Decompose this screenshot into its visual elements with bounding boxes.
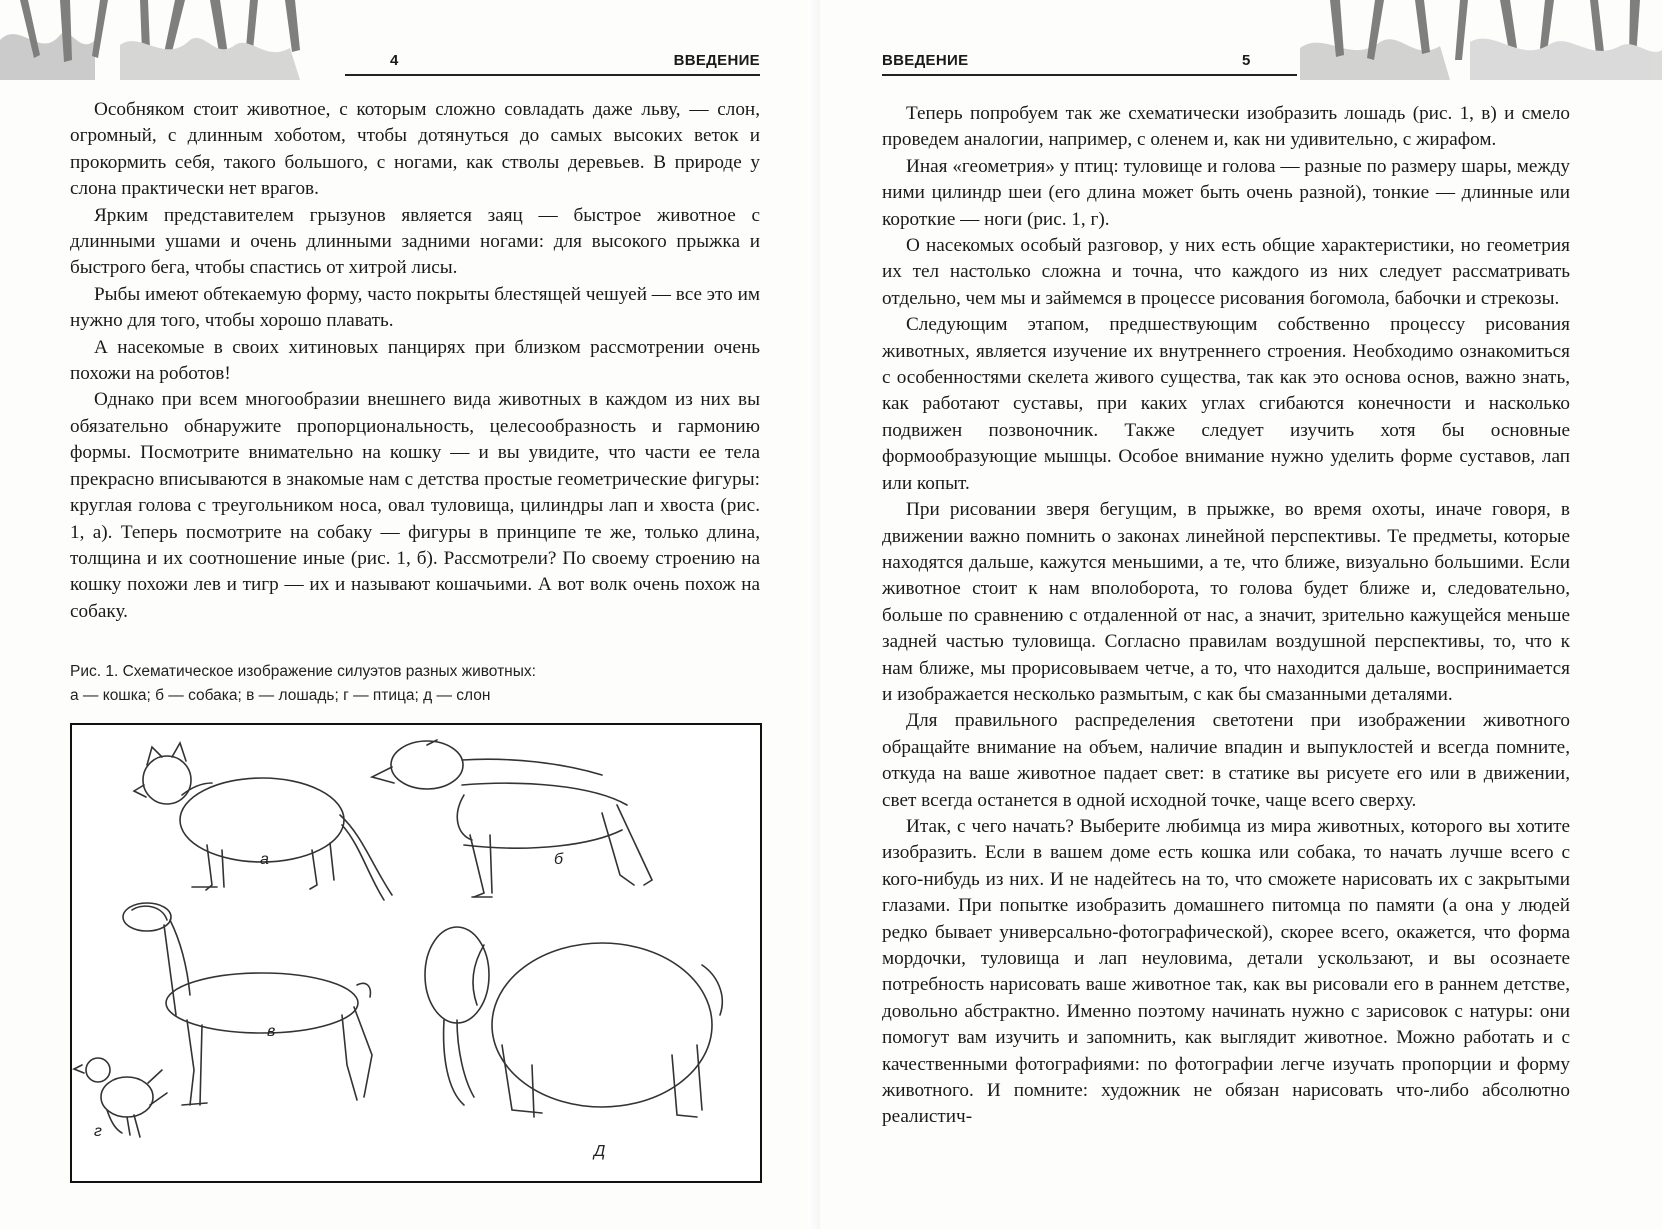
running-header-right [882, 48, 1297, 76]
figure-caption [70, 660, 770, 708]
decorative-brush-header-right [1300, 0, 1662, 80]
page-number: 4 [390, 52, 399, 69]
figure-label-dog: б [554, 851, 563, 868]
caption-line-1: Рис. 1. Схематическое изображение силуэтов разных животных: [70, 663, 536, 680]
paragraph: О насекомых особый разговор, у них есть общие характеристики, но геометрия их тел настолько сложна и точна, что каждого из них следует рассматривать отдельно, чем мы и займемся в процессе рисования богомола, бабочки и стрекозы. [882, 235, 1570, 309]
right-body-text [882, 101, 1570, 1131]
paragraph: Следующим этапом, предшествующим собственно процессу рисования животных, является изучение их внутреннего строения. Необходимо ознакомиться с особенностями скелета живого существа, так как это основа основ, важно знать, как работают суставы, при каких углах сгибаются конечности и насколько подвижен позвоночник. Также следует изучить хотя бы основные формообразующие мышцы. Особое внимание нужно уделить форме суставов, лап или копыт. [882, 314, 1570, 494]
paragraph: Для правильного распределения светотени при изображении животного обращайте внимание на объем, наличие впадин и выпуклостей и всегда помните, откуда на ваше животное падает свет: в статике вы рисуете его или в движении, свет всегда останется в одной исходной точке, чаще всего сверху. [882, 710, 1570, 811]
cat-sketch [134, 743, 392, 900]
figure-label-bird: г [94, 1123, 102, 1140]
dog-sketch [372, 740, 652, 897]
running-header-left [345, 48, 760, 76]
figure-label-elephant: Д [594, 1143, 606, 1160]
running-head-title: ВВЕДЕНИЕ [673, 52, 760, 69]
sketch-drawing [72, 725, 760, 1181]
paragraph: Рыбы имеют обтекаемую форму, часто покрыты блестящей чешуей — все это им нужно для того, чтобы хорошо плавать. [70, 283, 760, 332]
figure-label-horse: в [267, 1023, 276, 1040]
paragraph: Ярким представителем грызунов является заяц — быстрое животное с длинными ушами и очень длинными задними ногами: для высокого прыжка и быстрого бега, чтобы спастись от хитрой лисы. [70, 204, 760, 279]
bird-sketch [74, 1058, 167, 1137]
running-head-title: ВВЕДЕНИЕ [882, 52, 969, 69]
paragraph: При рисовании зверя бегущим, в прыжке, во время охоты, иначе говоря, в движении важно помнить о законах линейной перспективы. Те предметы, которые находятся дальше, кажутся меньшими, а те, что ближе, визуально большими. Если животное стоит к нам вполоборота, то голова будет ближе и, следовательно, больше по сравнению с отдаленной от нас, а значит, зрительно кажущейся меньше задней частью туловища. Согласно правилам воздушной перспективы, то, что к нам ближе, мы прорисовываем четче, а то, что находится дальше, воспринимается и изображается несколько размытым, с как бы смазанными деталями. [882, 499, 1570, 705]
left-page [0, 0, 820, 1229]
elephant-sketch [425, 927, 722, 1117]
figure-animal-sketches [70, 723, 762, 1183]
right-page [820, 0, 1662, 1229]
decorative-brush-header-left [0, 0, 330, 80]
paragraph: Итак, с чего начать? Выберите любимца из мира животных, которого вы хотите изобразить. Если в вашем доме есть кошка или собака, то начать лучше всего с кого-нибудь из них. И не надейтесь на то, что сможете нарисовать их с закрытыми глазами. При попытке изобразить домашнего питомца по памяти (а она у людей редко бывает универсально-фотографической), скорее всего, окажется, что форма мордочки, туловища и лап неуловима, детали ускользают, и вы осознаете потребность нарисовать ваше животное так, как вы рисовали его в раннем детстве, довольно абстрактно. Именно поэтому начинать нужно с зарисовок с натуры: они помогут вам изучить и запомнить, как выглядит животное. Можно работать и с качественными фотографиями: по фотографии легче изучать пропорции и форму животного. И помните: художник не обязан нарисовать что-либо абсолютно реалистич- [882, 815, 1570, 1128]
horse-sketch [123, 903, 372, 1105]
figure-label-cat: а [260, 851, 269, 868]
paragraph: Иная «геометрия» у птиц: туловище и голова — разные по размеру шары, между ними цилиндр шеи (его длина может быть очень разной), тонкие — длинные или короткие — ноги (рис. 1, г). [882, 155, 1570, 230]
caption-line-2: а — кошка; б — собака; в — лошадь; г — птица; д — слон [70, 687, 491, 704]
paragraph: Теперь попробуем так же схематически изобразить лошадь (рис. 1, в) и смело проведем аналогии, например, с оленем и, как ни удивительно, с жирафом. [882, 103, 1570, 151]
page-number: 5 [1242, 52, 1251, 69]
paragraph: Однако при всем многообразии внешнего вида животных в каждом из них вы обязательно обнаружите пропорциональность, целесообразность и гармонию формы. Посмотрите внимательно на кошку — и вы увидите, что части ее тела прекрасно вписываются в знакомые нам с детства простые геометрические фигуры: круглая голова с треугольником носа, овал туловища, цилиндры лап и хвоста (рис. 1, а). Теперь посмотрите на собаку — фигуры в принципе те же, только длина, толщина и их соотношение иные (рис. 1, б). Рассмотрели? По своему строению на кошку похожи лев и тигр — их и называют кошачьими. А вот волк очень похож на собаку. [70, 389, 760, 622]
paragraph: А насекомые в своих хитиновых панцирях при близком рассмотрении очень похожи на роботов! [70, 336, 760, 385]
left-body-text [70, 97, 760, 625]
paragraph: Особняком стоит животное, с которым сложно совладать даже льву, — слон, огромный, с длинным хоботом, чтобы дотянуться до самых высоких веток и прокормить себя, такого большого, с ногами, как стволы деревьев. В природе у слона практически нет врагов. [70, 99, 760, 200]
